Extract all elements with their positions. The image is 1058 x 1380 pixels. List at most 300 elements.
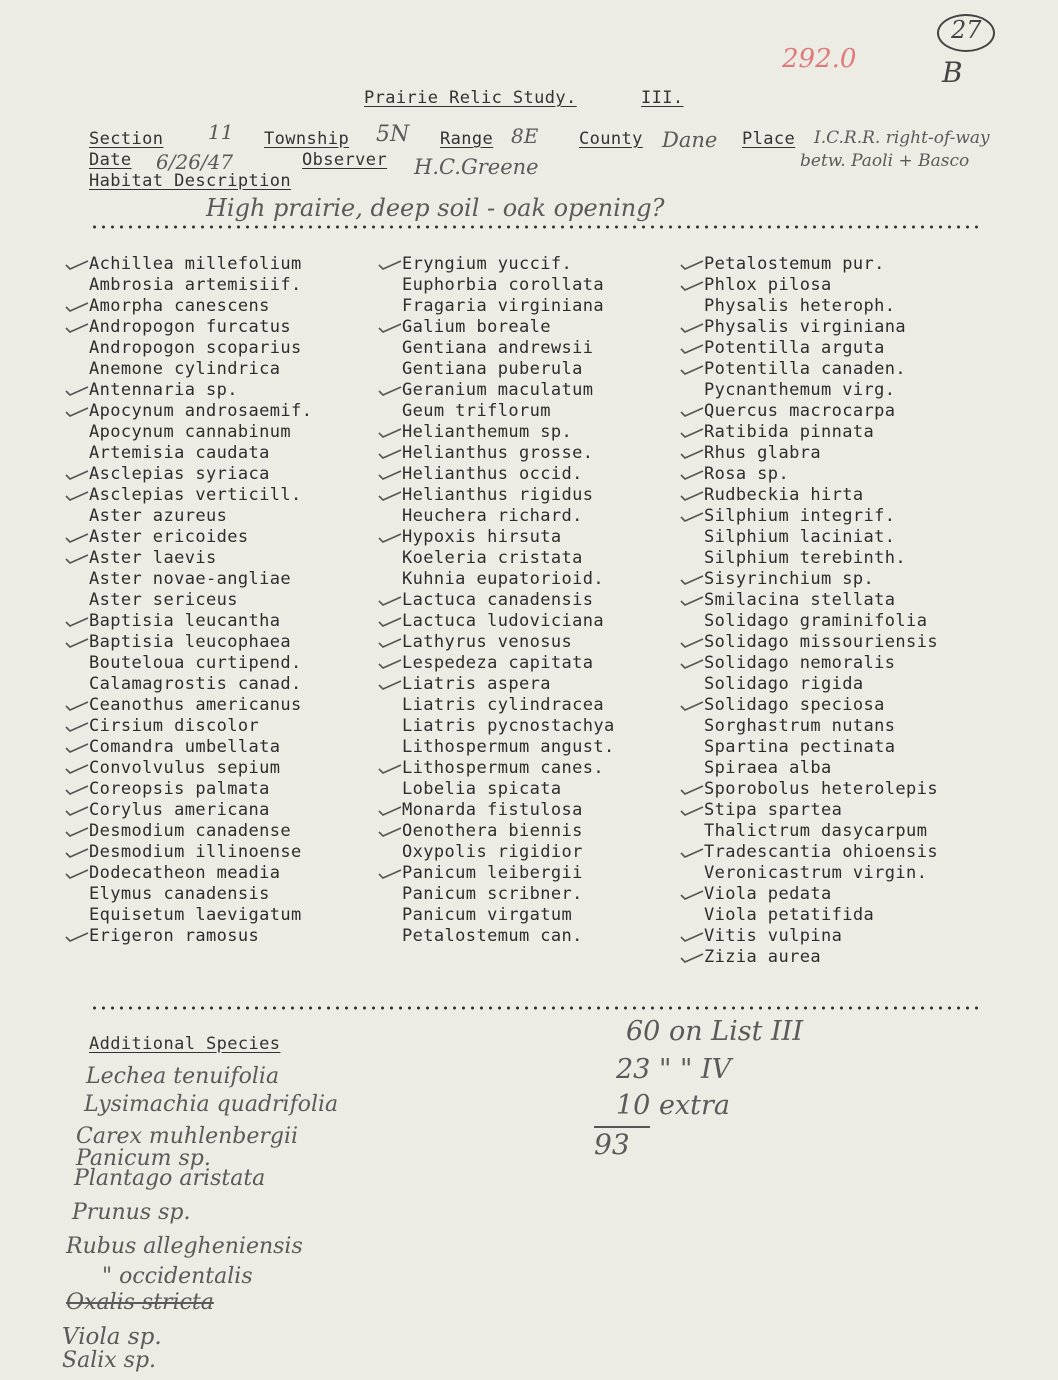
- species-row: [402, 338, 615, 359]
- species-name: Oxypolis rigidior: [402, 842, 583, 862]
- species-name: Aster novae-angliae: [89, 569, 292, 589]
- species-row: [89, 338, 312, 359]
- additional-species-item: " occidentalis: [102, 1264, 253, 1289]
- check-mark-icon: [65, 385, 89, 397]
- check-mark-icon: [65, 931, 89, 943]
- species-name: Bouteloua curtipend.: [89, 653, 302, 673]
- species-row: [704, 254, 938, 275]
- species-name: Helianthus rigidus: [402, 485, 594, 505]
- species-row: [89, 632, 312, 653]
- species-name: Helianthemum sp.: [402, 422, 573, 442]
- species-name: Baptisia leucophaea: [89, 632, 292, 652]
- species-row: [704, 716, 938, 737]
- check-mark-icon: [680, 952, 704, 964]
- species-name: Baptisia leucantha: [89, 611, 281, 631]
- species-name: Elymus canadensis: [89, 884, 270, 904]
- species-name: Solidago speciosa: [704, 695, 885, 715]
- species-name: Eryngium yuccif.: [402, 254, 573, 274]
- species-row: [89, 716, 312, 737]
- species-row: [89, 884, 312, 905]
- species-name: Heuchera richard.: [402, 506, 583, 526]
- species-row: [704, 569, 938, 590]
- species-row: [704, 758, 938, 779]
- species-name: Geranium maculatum: [402, 380, 594, 400]
- species-row: [402, 485, 615, 506]
- check-mark-icon: [680, 406, 704, 418]
- species-row: [89, 590, 312, 611]
- check-mark-icon: [65, 553, 89, 565]
- tally-total: 93: [594, 1128, 630, 1161]
- species-name: Solidago nemoralis: [704, 653, 896, 673]
- check-mark-icon: [65, 637, 89, 649]
- check-mark-icon: [680, 658, 704, 670]
- species-name: Helianthus grosse.: [402, 443, 594, 463]
- species-row: [89, 443, 312, 464]
- species-row: [89, 863, 312, 884]
- species-name: Zizia aurea: [704, 947, 821, 967]
- additional-species-item: Oxalis stricta: [66, 1290, 214, 1315]
- species-name: Asclepias syriaca: [89, 464, 270, 484]
- species-row: [704, 527, 938, 548]
- species-row: [704, 275, 938, 296]
- township-label: Township: [264, 129, 350, 149]
- check-mark-icon: [65, 868, 89, 880]
- county-label: County: [579, 129, 643, 149]
- species-row: [89, 758, 312, 779]
- species-name: Apocynum androsaemif.: [89, 401, 313, 421]
- check-mark-icon: [680, 805, 704, 817]
- species-name: Ratibida pinnata: [704, 422, 875, 442]
- species-name: Silphium terebinth.: [704, 548, 907, 568]
- species-name: Amorpha canescens: [89, 296, 270, 316]
- species-row: [89, 401, 312, 422]
- species-row: [704, 296, 938, 317]
- species-name: Comandra umbellata: [89, 737, 281, 757]
- species-name: Viola petatifida: [704, 905, 875, 925]
- catalog-number: 292.0: [782, 44, 857, 74]
- check-mark-icon: [680, 280, 704, 292]
- species-row: [89, 548, 312, 569]
- check-mark-icon: [378, 805, 402, 817]
- species-row: [402, 863, 615, 884]
- species-name: Andropogon scoparius: [89, 338, 302, 358]
- species-row: [89, 737, 312, 758]
- species-name: Solidago graminifolia: [704, 611, 928, 631]
- species-name: Galium boreale: [402, 317, 551, 337]
- species-name: Coreopsis palmata: [89, 779, 270, 799]
- species-name: Solidago missouriensis: [704, 632, 938, 652]
- species-row: [402, 653, 615, 674]
- species-row: [402, 821, 615, 842]
- species-name: Pycnanthemum virg.: [704, 380, 896, 400]
- species-row: [402, 926, 615, 947]
- species-name: Desmodium illinoense: [89, 842, 302, 862]
- species-name: Monarda fistulosa: [402, 800, 583, 820]
- check-mark-icon: [378, 448, 402, 460]
- additional-species-item: Prunus sp.: [72, 1200, 191, 1225]
- species-name: Hypoxis hirsuta: [402, 527, 562, 547]
- species-row: [89, 527, 312, 548]
- species-row: [402, 254, 615, 275]
- species-name: Sporobolus heterolepis: [704, 779, 938, 799]
- species-name: Lactuca canadensis: [402, 590, 594, 610]
- species-row: [402, 443, 615, 464]
- species-row: [704, 947, 938, 968]
- species-name: Physalis heteroph.: [704, 296, 896, 316]
- species-name: Achillea millefolium: [89, 254, 302, 274]
- page-number: 27: [951, 16, 982, 44]
- species-row: [89, 317, 312, 338]
- check-mark-icon: [378, 637, 402, 649]
- species-row: [704, 737, 938, 758]
- species-row: [89, 905, 312, 926]
- check-mark-icon: [65, 763, 89, 775]
- species-row: [402, 527, 615, 548]
- species-name: Aster ericoides: [89, 527, 249, 547]
- species-row: [402, 380, 615, 401]
- check-mark-icon: [378, 616, 402, 628]
- check-mark-icon: [378, 490, 402, 502]
- species-row: [704, 821, 938, 842]
- species-row: [89, 296, 312, 317]
- check-mark-icon: [65, 847, 89, 859]
- species-row: [89, 254, 312, 275]
- date-value: 6/26/47: [156, 150, 234, 174]
- species-name: Convolvulus sepium: [89, 758, 281, 778]
- place-value-line2: betw. Paoli + Basco: [800, 151, 970, 171]
- species-row: [402, 779, 615, 800]
- species-row: [704, 653, 938, 674]
- check-mark-icon: [680, 637, 704, 649]
- additional-species-item: Carex muhlenbergii: [76, 1124, 299, 1149]
- species-row: [402, 401, 615, 422]
- place-value-line1: I.C.R.R. right-of-way: [814, 128, 990, 148]
- species-name: Dodecatheon meadia: [89, 863, 281, 883]
- species-row: [704, 863, 938, 884]
- species-row: [402, 800, 615, 821]
- species-name: Lithospermum canes.: [402, 758, 605, 778]
- species-row: [402, 275, 615, 296]
- check-mark-icon: [378, 385, 402, 397]
- check-mark-icon: [680, 931, 704, 943]
- check-mark-icon: [680, 427, 704, 439]
- species-row: [704, 338, 938, 359]
- species-row: [704, 401, 938, 422]
- species-name: Silphium integrif.: [704, 506, 896, 526]
- check-mark-icon: [65, 490, 89, 502]
- check-mark-icon: [378, 595, 402, 607]
- species-name: Desmodium canadense: [89, 821, 292, 841]
- species-row: [704, 590, 938, 611]
- species-row: [89, 653, 312, 674]
- species-row: [402, 695, 615, 716]
- check-mark-icon: [680, 574, 704, 586]
- check-mark-icon: [378, 469, 402, 481]
- species-name: Gentiana andrewsii: [402, 338, 594, 358]
- check-mark-icon: [65, 721, 89, 733]
- additional-species-label: Additional Species: [89, 1034, 281, 1054]
- species-row: [704, 485, 938, 506]
- species-name: Rudbeckia hirta: [704, 485, 864, 505]
- check-mark-icon: [65, 784, 89, 796]
- species-name: Apocynum cannabinum: [89, 422, 292, 442]
- species-name: Silphium laciniat.: [704, 527, 896, 547]
- species-row: [402, 359, 615, 380]
- place-label: Place: [742, 129, 796, 149]
- check-mark-icon: [378, 532, 402, 544]
- species-name: Liatris aspera: [402, 674, 551, 694]
- check-mark-icon: [65, 301, 89, 313]
- species-row: [89, 275, 312, 296]
- species-name: Veronicastrum virgin.: [704, 863, 928, 883]
- township-value: 5N: [376, 122, 410, 147]
- species-row: [704, 464, 938, 485]
- additional-species-item: Viola sp.: [62, 1324, 162, 1350]
- species-name: Equisetum laevigatum: [89, 905, 302, 925]
- species-name: Panicum leibergii: [402, 863, 583, 883]
- check-mark-icon: [680, 847, 704, 859]
- species-row: [704, 842, 938, 863]
- species-name: Lithospermum angust.: [402, 737, 615, 757]
- species-row: [402, 674, 615, 695]
- species-row: [402, 737, 615, 758]
- check-mark-icon: [680, 448, 704, 460]
- check-mark-icon: [378, 322, 402, 334]
- check-mark-icon: [65, 826, 89, 838]
- species-name: Oenothera biennis: [402, 821, 583, 841]
- species-name: Sisyrinchium sp.: [704, 569, 875, 589]
- section-label: Section: [89, 129, 164, 149]
- species-row: [704, 380, 938, 401]
- species-name: Antennaria sp.: [89, 380, 238, 400]
- species-name: Asclepias verticill.: [89, 485, 302, 505]
- species-column-1: [89, 254, 312, 947]
- species-name: Viola pedata: [704, 884, 832, 904]
- species-name: Liatris cylindracea: [402, 695, 605, 715]
- species-name: Anemone cylindrica: [89, 359, 281, 379]
- species-row: [704, 800, 938, 821]
- species-name: Calamagrostis canad.: [89, 674, 302, 694]
- species-name: Fragaria virginiana: [402, 296, 605, 316]
- check-mark-icon: [378, 679, 402, 691]
- species-name: Phlox pilosa: [704, 275, 832, 295]
- species-name: Tradescantia ohioensis: [704, 842, 938, 862]
- check-mark-icon: [680, 511, 704, 523]
- species-name: Potentilla arguta: [704, 338, 885, 358]
- species-row: [89, 800, 312, 821]
- species-name: Erigeron ramosus: [89, 926, 260, 946]
- species-name: Aster sericeus: [89, 590, 238, 610]
- species-name: Lathyrus venosus: [402, 632, 573, 652]
- additional-species-item: Lechea tenuifolia: [86, 1064, 280, 1089]
- species-row: [704, 695, 938, 716]
- species-name: Smilacina stellata: [704, 590, 896, 610]
- species-row: [402, 716, 615, 737]
- page-title: Prairie Relic Study.: [364, 88, 577, 108]
- species-name: Vitis vulpina: [704, 926, 843, 946]
- species-name: Thalictrum dasycarpum: [704, 821, 928, 841]
- species-name: Euphorbia corollata: [402, 275, 605, 295]
- species-name: Quercus macrocarpa: [704, 401, 896, 421]
- check-mark-icon: [65, 532, 89, 544]
- species-column-2: [402, 254, 615, 947]
- observer-label: Observer: [302, 150, 388, 170]
- additional-species-item: Panicum sp.: [76, 1146, 211, 1171]
- species-row: [402, 422, 615, 443]
- county-value: Dane: [662, 128, 718, 152]
- species-row: [89, 506, 312, 527]
- species-row: [89, 674, 312, 695]
- species-row: [402, 842, 615, 863]
- species-row: [402, 905, 615, 926]
- habitat-label: Habitat Description: [89, 171, 292, 191]
- check-mark-icon: [680, 259, 704, 271]
- species-row: [89, 926, 312, 947]
- species-name: Petalostemum can.: [402, 926, 583, 946]
- species-row: [704, 548, 938, 569]
- check-mark-icon: [680, 784, 704, 796]
- divider-bottom: [90, 1006, 980, 1010]
- species-row: [402, 590, 615, 611]
- species-row: [89, 485, 312, 506]
- check-mark-icon: [680, 343, 704, 355]
- species-row: [704, 632, 938, 653]
- check-mark-icon: [65, 406, 89, 418]
- species-name: Gentiana puberula: [402, 359, 583, 379]
- check-mark-icon: [65, 805, 89, 817]
- list-number: III.: [641, 88, 684, 108]
- species-name: Andropogon furcatus: [89, 317, 292, 337]
- species-name: Corylus americana: [89, 800, 270, 820]
- species-row: [402, 548, 615, 569]
- species-row: [89, 422, 312, 443]
- species-name: Artemisia caudata: [89, 443, 270, 463]
- check-mark-icon: [65, 259, 89, 271]
- species-name: Koeleria cristata: [402, 548, 583, 568]
- check-mark-icon: [65, 616, 89, 628]
- check-mark-icon: [378, 658, 402, 670]
- check-mark-icon: [65, 469, 89, 481]
- species-name: Helianthus occid.: [402, 464, 583, 484]
- range-value: 8E: [511, 124, 539, 148]
- species-row: [704, 422, 938, 443]
- check-mark-icon: [65, 700, 89, 712]
- species-row: [402, 296, 615, 317]
- species-name: Aster azureus: [89, 506, 228, 526]
- check-mark-icon: [680, 469, 704, 481]
- species-name: Lespedeza capitata: [402, 653, 594, 673]
- check-mark-icon: [680, 700, 704, 712]
- species-row: [402, 611, 615, 632]
- check-mark-icon: [680, 889, 704, 901]
- additional-species-item: Lysimachia quadrifolia: [84, 1092, 339, 1117]
- species-row: [704, 779, 938, 800]
- page-letter: B: [942, 56, 963, 89]
- check-mark-icon: [65, 742, 89, 754]
- species-row: [704, 506, 938, 527]
- species-row: [89, 569, 312, 590]
- check-mark-icon: [65, 322, 89, 334]
- species-column-3: [704, 254, 938, 968]
- species-row: [704, 674, 938, 695]
- species-name: Panicum virgatum: [402, 905, 573, 925]
- tally-line-1: 60 on List III: [626, 1016, 804, 1047]
- species-row: [89, 464, 312, 485]
- species-row: [89, 842, 312, 863]
- species-name: Liatris pycnostachya: [402, 716, 615, 736]
- check-mark-icon: [680, 490, 704, 502]
- species-name: Spiraea alba: [704, 758, 832, 778]
- species-row: [704, 443, 938, 464]
- check-mark-icon: [378, 826, 402, 838]
- species-row: [402, 464, 615, 485]
- check-mark-icon: [378, 763, 402, 775]
- observer-value: H.C.Greene: [414, 155, 539, 179]
- species-name: Lactuca ludoviciana: [402, 611, 605, 631]
- species-name: Physalis virginiana: [704, 317, 907, 337]
- species-row: [402, 758, 615, 779]
- additional-species-item: Salix sp.: [62, 1348, 157, 1373]
- check-mark-icon: [378, 868, 402, 880]
- species-name: Stipa spartea: [704, 800, 843, 820]
- species-name: Aster laevis: [89, 548, 217, 568]
- additional-species-item: Plantago aristata: [74, 1166, 266, 1191]
- species-name: Ceanothus americanus: [89, 695, 302, 715]
- species-row: [89, 359, 312, 380]
- species-row: [704, 359, 938, 380]
- species-row: [89, 611, 312, 632]
- tally-line-2: 23 " " IV: [616, 1054, 732, 1085]
- species-row: [89, 779, 312, 800]
- species-row: [704, 317, 938, 338]
- species-row: [704, 926, 938, 947]
- species-name: Spartina pectinata: [704, 737, 896, 757]
- species-row: [402, 317, 615, 338]
- section-value: 11: [208, 120, 234, 144]
- species-name: Geum triflorum: [402, 401, 551, 421]
- species-name: Rhus glabra: [704, 443, 821, 463]
- species-name: Cirsium discolor: [89, 716, 260, 736]
- species-name: Solidago rigida: [704, 674, 864, 694]
- tally-line-3: 10 extra: [616, 1090, 730, 1121]
- species-name: Lobelia spicata: [402, 779, 562, 799]
- species-row: [402, 632, 615, 653]
- check-mark-icon: [680, 364, 704, 376]
- species-row: [704, 611, 938, 632]
- check-mark-icon: [378, 427, 402, 439]
- species-name: Sorghastrum nutans: [704, 716, 896, 736]
- species-name: Kuhnia eupatorioid.: [402, 569, 605, 589]
- species-name: Panicum scribner.: [402, 884, 583, 904]
- check-mark-icon: [680, 595, 704, 607]
- species-row: [402, 506, 615, 527]
- species-row: [704, 905, 938, 926]
- species-name: Rosa sp.: [704, 464, 790, 484]
- species-name: Ambrosia artemisiif.: [89, 275, 302, 295]
- species-name: Potentilla canaden.: [704, 359, 907, 379]
- additional-species-item: Rubus allegheniensis: [66, 1234, 303, 1259]
- species-row: [704, 884, 938, 905]
- species-row: [89, 695, 312, 716]
- date-label: Date: [89, 150, 132, 170]
- species-name: Petalostemum pur.: [704, 254, 885, 274]
- check-mark-icon: [378, 259, 402, 271]
- species-row: [89, 821, 312, 842]
- habitat-value: High prairie, deep soil - oak opening?: [206, 194, 665, 222]
- divider-top: [90, 225, 980, 229]
- species-row: [89, 380, 312, 401]
- species-row: [402, 884, 615, 905]
